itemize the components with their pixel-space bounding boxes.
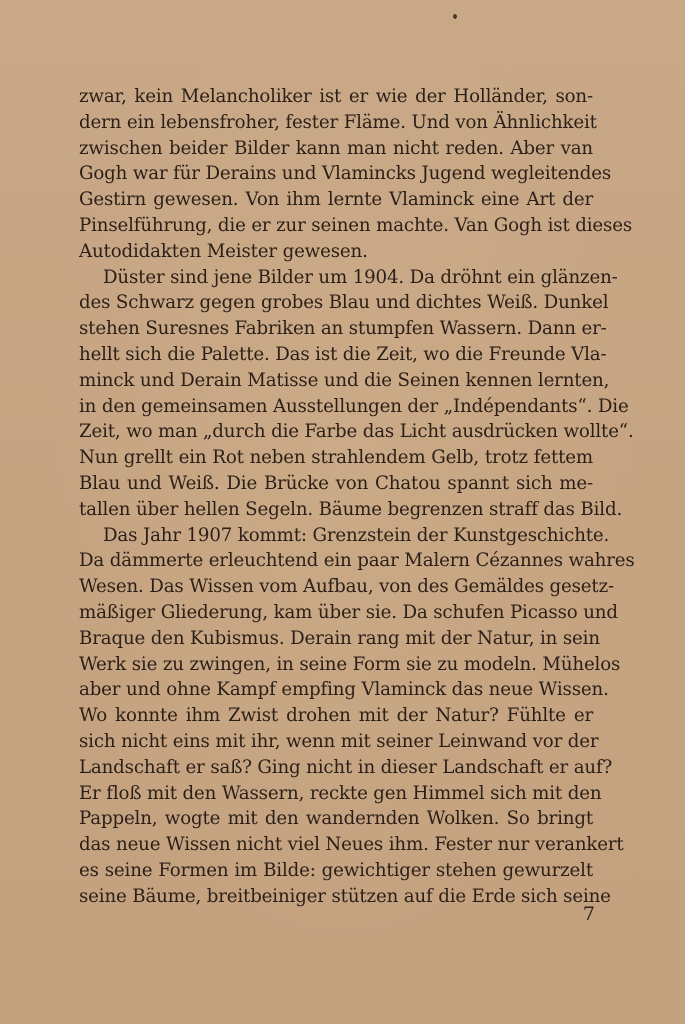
text-line: Düster sind jene Bilder um 1904. Da dröhnt ein glänzen- (103, 266, 618, 288)
text-line: Braque den Kubismus. Derain rang mit der Natur, in sein (79, 627, 600, 649)
text-line: stehen Suresnes Fabriken an stumpfen Wassern. Dann er- (79, 318, 607, 340)
text-line: mäßiger Gliederung, kam über sie. Da schufen Picasso und (79, 601, 618, 623)
paragraph-2 (79, 265, 634, 523)
text-line: sich nicht eins mit ihr, wenn mit seiner Leinwand vor der (79, 730, 599, 752)
text-line: das neue Wissen nicht viel Neues ihm. Fester nur verankert (79, 834, 624, 856)
text-line: zwar, kein Melancholiker ist er wie der Holländer, son- (79, 86, 593, 107)
text-line: Werk sie zu zwingen, in seine Form sie zu modeln. Mühelos (79, 653, 621, 675)
text-line: dern ein lebensfroher, fester Fläme. Und von Ähnlichkeit (79, 111, 597, 133)
paragraph-1 (79, 84, 633, 265)
text-line: Er floß mit den Wassern, reckte gen Himmel sich mit den (79, 782, 602, 804)
text-line: Gestirn gewesen. Von ihm lernte Vlaminck eine Art der (79, 189, 593, 211)
text-line: hellt sich die Palette. Das ist die Zeit, wo die Freunde Vla- (79, 343, 607, 365)
text-line: Pinselführung, die er zur seinen machte. Van Gogh ist dieses (79, 214, 633, 236)
text-line: tallen über hellen Segeln. Bäume begrenzen straff das Bild. (79, 498, 623, 520)
text-line: Nun grellt ein Rot neben strahlendem Gelb, trotz fettem (79, 447, 593, 469)
text-line: Pappeln, wogte mit den wandernden Wolken. So bringt (79, 808, 593, 830)
text-line: Landschaft er saß? Ging nicht in dieser Landschaft er auf? (79, 756, 613, 778)
text-line: zwischen beider Bilder kann man nicht reden. Aber van (79, 137, 593, 159)
text-line: Gogh war für Derains und Vlamincks Jugend wegleitendes (79, 163, 612, 185)
body-text (79, 84, 635, 910)
text-line: Zeit, wo man „durch die Farbe das Licht ausdrücken wollte“. (79, 421, 634, 443)
paragraph-3 (79, 523, 635, 910)
page-number: 7 (582, 903, 595, 925)
text-line: Wesen. Das Wissen vom Aufbau, von des Gemäldes gesetz- (79, 576, 614, 598)
text-line: aber und ohne Kampf empfing Vlaminck das neue Wissen. (79, 679, 609, 701)
text-line: des Schwarz gegen grobes Blau und dichtes Weiß. Dunkel (79, 292, 609, 314)
text-line: es seine Formen im Bilde: gewichtiger stehen gewurzelt (79, 859, 593, 881)
text-line: seine Bäume, breitbeiniger stützen auf die Erde sich seine (79, 885, 611, 907)
text-line: Wo konnte ihm Zwist drohen mit der Natur? Fühlte er (79, 705, 593, 727)
ink-speck (453, 14, 457, 19)
text-line: Autodidakten Meister gewesen. (79, 240, 368, 262)
text-line: minck und Derain Matisse und die Seinen kennen lernten, (79, 369, 610, 391)
text-line: Blau und Weiß. Die Brücke von Chatou spannt sich me- (79, 472, 593, 494)
text-line: in den gemeinsamen Ausstellungen der „Indépendants“. Die (79, 395, 629, 417)
text-line: Das Jahr 1907 kommt: Grenzstein der Kunstgeschichte. (103, 524, 610, 546)
text-line: Da dämmerte erleuchtend ein paar Malern Cézannes wahres (79, 550, 635, 572)
